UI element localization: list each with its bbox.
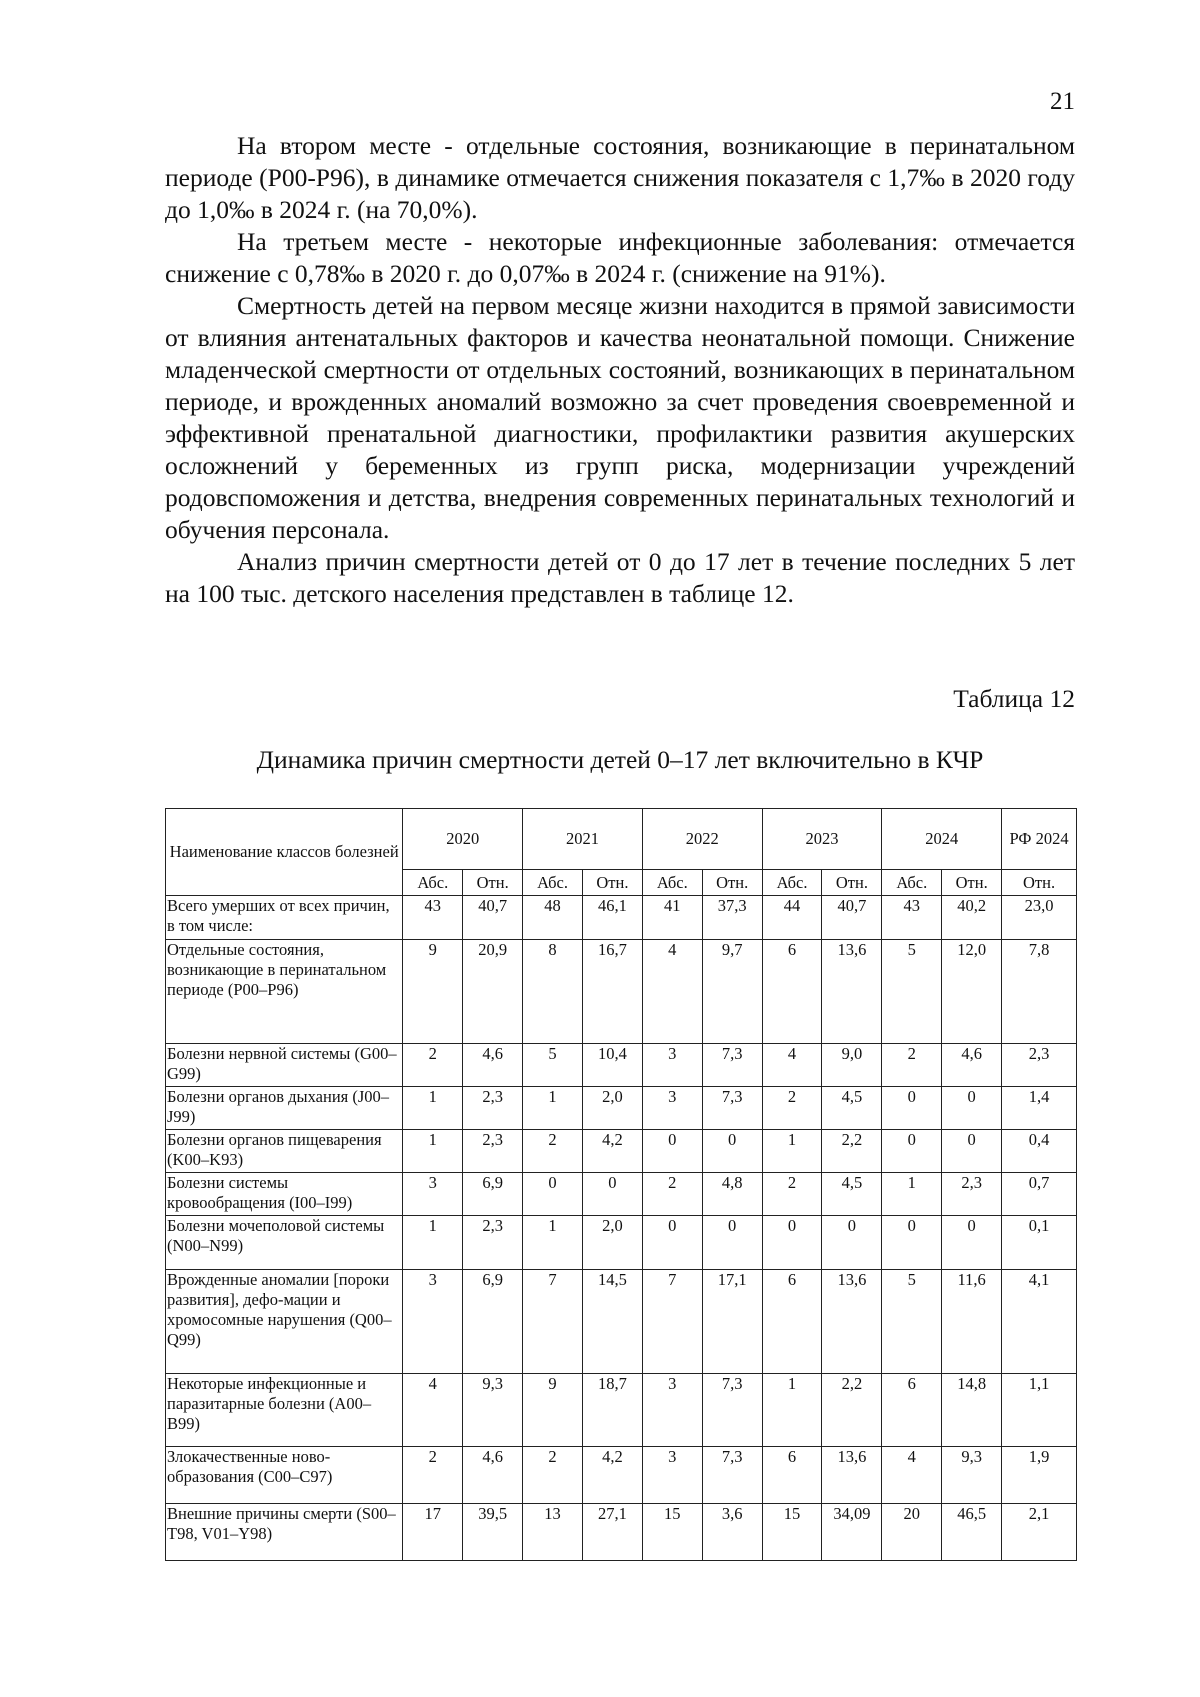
abs-header: Абс.	[642, 870, 702, 896]
value-cell: 3	[642, 1447, 702, 1504]
value-cell: 3,6	[702, 1504, 762, 1561]
value-cell: 41	[642, 896, 702, 940]
value-cell: 46,5	[942, 1504, 1002, 1561]
value-cell: 13,6	[822, 1270, 882, 1374]
table-row	[166, 1447, 1077, 1504]
value-cell: 0	[642, 1216, 702, 1270]
value-cell: 27,1	[582, 1504, 642, 1561]
value-cell: 18,7	[582, 1374, 642, 1447]
value-cell: 9,3	[942, 1447, 1002, 1504]
rf-header: РФ 2024	[1002, 809, 1077, 870]
value-cell: 2,0	[582, 1216, 642, 1270]
table-row	[166, 1504, 1077, 1561]
value-cell: 3	[403, 1173, 463, 1216]
table-header-row	[166, 809, 1077, 870]
value-cell: 20,9	[463, 940, 523, 1044]
value-cell: 4	[403, 1374, 463, 1447]
value-cell: 6,9	[463, 1270, 523, 1374]
value-cell: 7,3	[702, 1374, 762, 1447]
value-cell: 1	[762, 1374, 822, 1447]
rel-header: Отн.	[1002, 870, 1077, 896]
value-cell: 7,3	[702, 1087, 762, 1130]
value-cell: 14,8	[942, 1374, 1002, 1447]
table-row	[166, 1270, 1077, 1374]
value-cell: 3	[403, 1270, 463, 1374]
mortality-table	[165, 808, 1077, 1561]
disease-class-cell: Внешние причины смерти (S00–T98, V01–Y98)	[166, 1504, 403, 1561]
table-row	[166, 1044, 1077, 1087]
value-cell: 5	[882, 940, 942, 1044]
value-cell: 40,7	[822, 896, 882, 940]
disease-class-cell: Болезни органов пищеварения (K00–K93)	[166, 1130, 403, 1173]
value-cell: 3	[642, 1044, 702, 1087]
value-cell: 0	[822, 1216, 882, 1270]
value-cell: 39,5	[463, 1504, 523, 1561]
value-cell: 6	[882, 1374, 942, 1447]
value-cell: 2,2	[822, 1130, 882, 1173]
year-header: 2020	[403, 809, 523, 870]
value-cell: 2	[403, 1447, 463, 1504]
value-cell: 46,1	[582, 896, 642, 940]
disease-class-cell: Некоторые инфекционные и паразитарные болезни (A00–B99)	[166, 1374, 403, 1447]
value-cell: 9,7	[702, 940, 762, 1044]
value-cell: 2	[882, 1044, 942, 1087]
value-cell: 0	[942, 1216, 1002, 1270]
abs-header: Абс.	[882, 870, 942, 896]
value-cell: 1	[523, 1216, 583, 1270]
table-row	[166, 1374, 1077, 1447]
value-cell: 7	[642, 1270, 702, 1374]
value-cell: 0,4	[1002, 1130, 1077, 1173]
value-cell: 0	[582, 1173, 642, 1216]
value-cell: 4,5	[822, 1173, 882, 1216]
value-cell: 15	[642, 1504, 702, 1561]
value-cell: 2,3	[463, 1087, 523, 1130]
value-cell: 8	[523, 940, 583, 1044]
value-cell: 37,3	[702, 896, 762, 940]
value-cell: 9,3	[463, 1374, 523, 1447]
disease-class-cell: Врожденные аномалии [пороки развития], дефо-мации и хромосомные нарушения (Q00–Q99)	[166, 1270, 403, 1374]
value-cell: 15	[762, 1504, 822, 1561]
paragraph: На втором месте - отдельные состояния, возникающие в перинатальном периоде (Р00-Р96), в динамике отмечается снижения показателя с 1,7‰ в 2020 году до 1,0‰ в 2024 г. (на 70,0%).	[165, 131, 1075, 224]
abs-header: Абс.	[762, 870, 822, 896]
value-cell: 7	[523, 1270, 583, 1374]
value-cell: 0	[882, 1087, 942, 1130]
value-cell: 4,8	[702, 1173, 762, 1216]
value-cell: 0,7	[1002, 1173, 1077, 1216]
value-cell: 17,1	[702, 1270, 762, 1374]
value-cell: 0	[762, 1216, 822, 1270]
page-number: 21	[1050, 88, 1075, 115]
value-cell: 23,0	[1002, 896, 1077, 940]
value-cell: 1,9	[1002, 1447, 1077, 1504]
value-cell: 2,1	[1002, 1504, 1077, 1561]
value-cell: 5	[523, 1044, 583, 1087]
value-cell: 0	[523, 1173, 583, 1216]
value-cell: 43	[882, 896, 942, 940]
value-cell: 0	[882, 1130, 942, 1173]
value-cell: 43	[403, 896, 463, 940]
value-cell: 13	[523, 1504, 583, 1561]
abs-header: Абс.	[403, 870, 463, 896]
value-cell: 0	[702, 1216, 762, 1270]
rel-header: Отн.	[942, 870, 1002, 896]
value-cell: 2	[762, 1173, 822, 1216]
rel-header: Отн.	[582, 870, 642, 896]
value-cell: 2,3	[463, 1130, 523, 1173]
value-cell: 34,09	[822, 1504, 882, 1561]
value-cell: 4,2	[582, 1447, 642, 1504]
value-cell: 7,3	[702, 1447, 762, 1504]
value-cell: 1	[762, 1130, 822, 1173]
value-cell: 4,6	[463, 1044, 523, 1087]
year-header: 2024	[882, 809, 1002, 870]
value-cell: 0	[642, 1130, 702, 1173]
value-cell: 0	[882, 1216, 942, 1270]
table-label: Таблица 12	[953, 684, 1075, 713]
value-cell: 17	[403, 1504, 463, 1561]
value-cell: 13,6	[822, 1447, 882, 1504]
value-cell: 1,1	[1002, 1374, 1077, 1447]
value-cell: 2	[642, 1173, 702, 1216]
name-column-header: Наименование классов болезней	[166, 809, 403, 896]
table-row	[166, 1130, 1077, 1173]
table-row	[166, 940, 1077, 1044]
value-cell: 4	[762, 1044, 822, 1087]
value-cell: 4,5	[822, 1087, 882, 1130]
value-cell: 1	[882, 1173, 942, 1216]
value-cell: 3	[642, 1087, 702, 1130]
rel-header: Отн.	[463, 870, 523, 896]
year-header: 2023	[762, 809, 882, 870]
value-cell: 9	[403, 940, 463, 1044]
value-cell: 0	[942, 1087, 1002, 1130]
body-text	[165, 130, 1075, 610]
value-cell: 0,1	[1002, 1216, 1077, 1270]
value-cell: 4	[642, 940, 702, 1044]
rel-header: Отн.	[702, 870, 762, 896]
value-cell: 6,9	[463, 1173, 523, 1216]
value-cell: 10,4	[582, 1044, 642, 1087]
value-cell: 5	[882, 1270, 942, 1374]
value-cell: 1	[403, 1130, 463, 1173]
value-cell: 1,4	[1002, 1087, 1077, 1130]
value-cell: 2,3	[942, 1173, 1002, 1216]
year-header: 2021	[523, 809, 643, 870]
disease-class-cell: Болезни мочеполовой системы (N00–N99)	[166, 1216, 403, 1270]
value-cell: 7,8	[1002, 940, 1077, 1044]
value-cell: 20	[882, 1504, 942, 1561]
value-cell: 6	[762, 1447, 822, 1504]
value-cell: 6	[762, 940, 822, 1044]
value-cell: 44	[762, 896, 822, 940]
disease-class-cell: Злокачественные ново-образования (C00–C97)	[166, 1447, 403, 1504]
value-cell: 2	[523, 1130, 583, 1173]
value-cell: 2	[403, 1044, 463, 1087]
value-cell: 40,2	[942, 896, 1002, 940]
table-body	[166, 896, 1077, 1561]
table-row	[166, 1087, 1077, 1130]
value-cell: 40,7	[463, 896, 523, 940]
value-cell: 7,3	[702, 1044, 762, 1087]
value-cell: 4,1	[1002, 1270, 1077, 1374]
paragraph: На третьем месте - некоторые инфекционные заболевания: отмечается снижение с 0,78‰ в 2020 г. до 0,07‰ в 2024 г. (снижение на 91%).	[165, 227, 1075, 288]
value-cell: 16,7	[582, 940, 642, 1044]
value-cell: 14,5	[582, 1270, 642, 1374]
abs-header: Абс.	[523, 870, 583, 896]
value-cell: 12,0	[942, 940, 1002, 1044]
value-cell: 48	[523, 896, 583, 940]
value-cell: 1	[403, 1216, 463, 1270]
value-cell: 1	[523, 1087, 583, 1130]
paragraph: Смертность детей на первом месяце жизни находится в прямой зависимости от влияния антенатальных факторов и качества неонатальной помощи. Снижение младенческой смертности от отдельных состояний, возникающих в перинатальном периоде, и врожденных аномалий возможно за счет проведения своевременной и эффективной пренатальной диагностики, профилактики развития акушерских осложнений у беременных из групп риска, модернизации учреждений родовспоможения и детства, внедрения современных перинатальных технологий и обучения персонала.	[165, 291, 1075, 544]
paragraph: Анализ причин смертности детей от 0 до 17 лет в течение последних 5 лет на 100 тыс. детского населения представлен в таблице 12.	[165, 547, 1075, 608]
value-cell: 4,6	[942, 1044, 1002, 1087]
table-title: Динамика причин смертности детей 0–17 лет включительно в КЧР	[256, 745, 984, 774]
value-cell: 1	[403, 1087, 463, 1130]
value-cell: 11,6	[942, 1270, 1002, 1374]
rel-header: Отн.	[822, 870, 882, 896]
disease-class-cell: Болезни органов дыхания (J00–J99)	[166, 1087, 403, 1130]
disease-class-cell: Отдельные состояния, возникающие в перинатальном периоде (Р00–Р96)	[166, 940, 403, 1044]
value-cell: 13,6	[822, 940, 882, 1044]
value-cell: 2,0	[582, 1087, 642, 1130]
value-cell: 4	[882, 1447, 942, 1504]
table-row	[166, 896, 1077, 940]
disease-class-cell: Всего умерших от всех причин, в том числе:	[166, 896, 403, 940]
table-row	[166, 1216, 1077, 1270]
disease-class-cell: Болезни системы кровообращения (I00–I99)	[166, 1173, 403, 1216]
value-cell: 9,0	[822, 1044, 882, 1087]
table-row	[166, 1173, 1077, 1216]
value-cell: 3	[642, 1374, 702, 1447]
value-cell: 2,3	[1002, 1044, 1077, 1087]
value-cell: 4,6	[463, 1447, 523, 1504]
value-cell: 2,2	[822, 1374, 882, 1447]
value-cell: 2	[523, 1447, 583, 1504]
disease-class-cell: Болезни нервной системы (G00–G99)	[166, 1044, 403, 1087]
value-cell: 2,3	[463, 1216, 523, 1270]
year-header: 2022	[642, 809, 762, 870]
value-cell: 2	[762, 1087, 822, 1130]
value-cell: 0	[942, 1130, 1002, 1173]
value-cell: 4,2	[582, 1130, 642, 1173]
value-cell: 6	[762, 1270, 822, 1374]
value-cell: 0	[702, 1130, 762, 1173]
value-cell: 9	[523, 1374, 583, 1447]
